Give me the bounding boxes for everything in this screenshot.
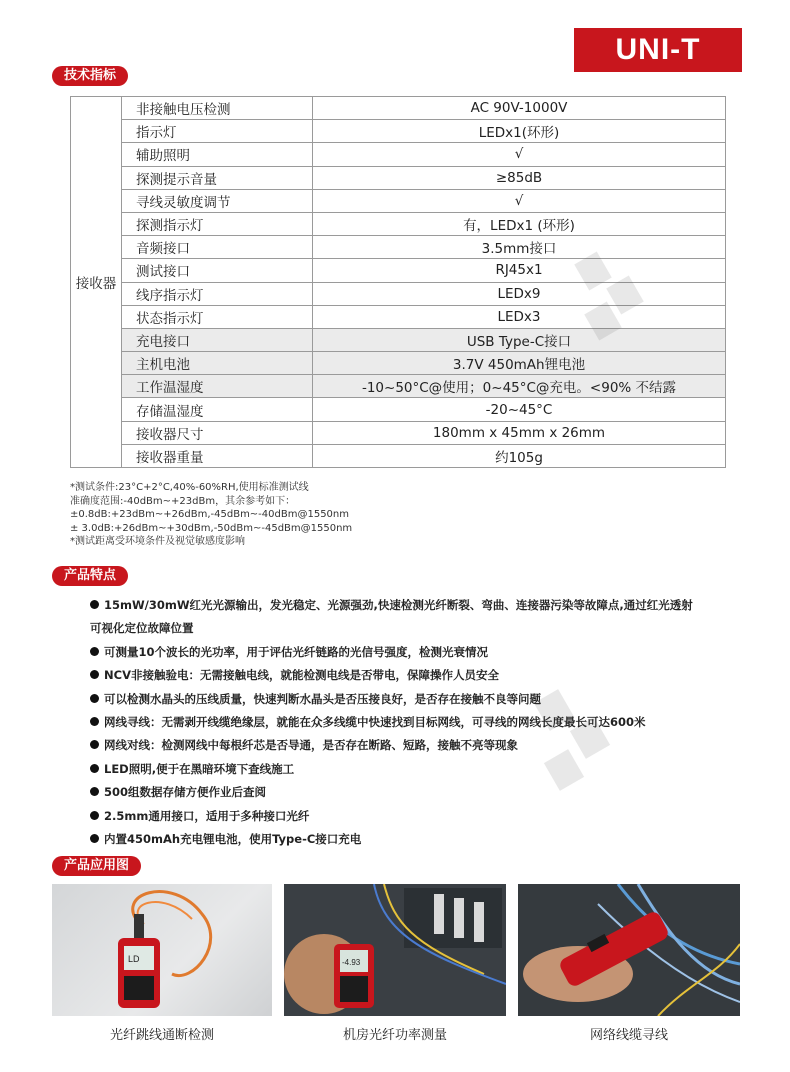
- application-photo-fiber-jumper: [52, 884, 272, 1016]
- spec-value: 180mm x 45mm x 26mm: [313, 421, 726, 444]
- spec-value: 3.7V 450mAh锂电池: [313, 352, 726, 375]
- fiber-tester-illustration: [52, 884, 272, 1016]
- note-line: *测试距离受环境条件及视觉敏感度影响: [70, 536, 245, 548]
- spec-param: 工作温湿度: [122, 375, 313, 398]
- spec-value: ≥85dB: [313, 166, 726, 189]
- spec-param: 充电接口: [122, 328, 313, 351]
- spec-param: 非接触电压检测: [122, 97, 313, 120]
- spec-param: 寻线灵敏度调节: [122, 189, 313, 212]
- spec-param: 线序指示灯: [122, 282, 313, 305]
- feature-item: NCV非接触验电：无需接触电线，就能检测电线是否带电，保障操作人员安全: [90, 664, 730, 687]
- spec-value: -10~50°C@使用；0~45°C@充电。<90% 不结露: [313, 375, 726, 398]
- spec-value: AC 90V-1000V: [313, 97, 726, 120]
- feature-item: 2.5mm通用接口，适用于多种接口光纤: [90, 805, 730, 828]
- spec-value: √: [313, 189, 726, 212]
- spec-notes: [70, 481, 352, 549]
- machine-room-illustration: [284, 884, 506, 1016]
- note-line: 准确度范围:-40dBm~+23dBm，其余参考如下：: [70, 495, 296, 507]
- spec-value: RJ45x1: [313, 259, 726, 282]
- section-title-features: 产品特点: [52, 566, 128, 586]
- spec-row: [71, 421, 726, 444]
- feature-item: 可测量10个波长的光功率，用于评估光纤链路的光信号强度，检测光衰情况: [90, 641, 730, 664]
- spec-value: -20~45°C: [313, 398, 726, 421]
- note-line: *测试条件:23°C+2°C,40%-60%RH,使用标准测试线: [70, 482, 309, 493]
- application-caption: 光纤跳线通断检测: [109, 1028, 214, 1043]
- cable-tracing-illustration: [518, 884, 740, 1016]
- spec-param: 接收器尺寸: [122, 421, 313, 444]
- feature-item: 可以检测水晶头的压线质量，快速判断水晶头是否压接良好，是否存在接触不良等问题: [90, 688, 730, 711]
- spec-row: [71, 143, 726, 166]
- spec-row: [71, 97, 726, 120]
- bullet-icon: [90, 670, 99, 679]
- bullet-icon: [90, 647, 99, 656]
- spec-param: 主机电池: [122, 352, 313, 375]
- spec-value: LEDx1(环形): [313, 120, 726, 143]
- brand-logo-text: UNI-T: [615, 33, 701, 66]
- feature-item: 网线寻线：无需剥开线缆绝缘层，就能在众多线缆中快速找到目标网线，可寻线的网线长度最长可达600米: [90, 711, 730, 734]
- spec-row: [71, 120, 726, 143]
- device-screen-text: -4.93: [342, 958, 361, 967]
- spec-row: [71, 398, 726, 421]
- spec-param: 测试接口: [122, 259, 313, 282]
- bullet-icon: [90, 811, 99, 820]
- note-line: ± 3.0dB:+26dBm~+30dBm,-50dBm~-45dBm@1550nm: [70, 522, 353, 534]
- spec-row: [71, 212, 726, 235]
- bullet-icon: [90, 694, 99, 703]
- spec-param: 探测指示灯: [122, 212, 313, 235]
- spec-param: 探测提示音量: [122, 166, 313, 189]
- application-photo-cable-tracing: [518, 884, 740, 1016]
- bullet-icon: [90, 600, 99, 609]
- application-caption: 网络线缆寻线: [589, 1028, 668, 1043]
- watermark-logo: [560, 236, 670, 380]
- device-screen-text: LD: [128, 954, 140, 964]
- bullet-icon: [90, 717, 99, 726]
- spec-group-label: 接收器: [71, 97, 122, 468]
- spec-value: LEDx3: [313, 305, 726, 328]
- spec-value: √: [313, 143, 726, 166]
- bullet-icon: [90, 787, 99, 796]
- note-line: ±0.8dB:+23dBm~+26dBm,-45dBm~-40dBm@1550nm: [70, 509, 349, 521]
- spec-value: USB Type-C接口: [313, 328, 726, 351]
- spec-value: 约105g: [313, 444, 726, 467]
- watermark-logo: [520, 674, 640, 828]
- spec-param: 状态指示灯: [122, 305, 313, 328]
- feature-item: 500组数据存储方便作业后查阅: [90, 781, 730, 804]
- spec-param: 存储温湿度: [122, 398, 313, 421]
- application-caption: 机房光纤功率测量: [342, 1028, 447, 1043]
- spec-row: [71, 444, 726, 467]
- feature-item-continuation: 可视化定位故障位置: [90, 621, 194, 636]
- spec-param: 辅助照明: [122, 143, 313, 166]
- brand-logo: [574, 28, 742, 72]
- feature-item: 15mW/30mW红光光源输出，发光稳定、光源强劲,快速检测光纤断裂、弯曲、连接器污染等故障点,通过红光透射: [90, 594, 730, 617]
- spec-value: LEDx9: [313, 282, 726, 305]
- spec-value: 有，LEDx1 (环形): [313, 212, 726, 235]
- spec-value: 3.5mm接口: [313, 236, 726, 259]
- feature-item: LED照明,便于在黑暗环境下查线施工: [90, 758, 730, 781]
- bullet-icon: [90, 740, 99, 749]
- feature-item: 内置450mAh充电锂电池，使用Type-C接口充电: [90, 828, 730, 851]
- application-photo-machine-room: [284, 884, 506, 1016]
- bullet-icon: [90, 764, 99, 773]
- spec-row: [71, 189, 726, 212]
- feature-item: 网线对线：检测网线中每根纤芯是否导通，是否存在断路、短路，接触不亮等现象: [90, 734, 730, 757]
- bullet-icon: [90, 834, 99, 843]
- spec-param: 接收器重量: [122, 444, 313, 467]
- spec-param: 指示灯: [122, 120, 313, 143]
- spec-row: [71, 166, 726, 189]
- spec-param: 音频接口: [122, 236, 313, 259]
- section-title-specs: 技术指标: [52, 66, 128, 86]
- section-title-applications: 产品应用图: [52, 856, 141, 876]
